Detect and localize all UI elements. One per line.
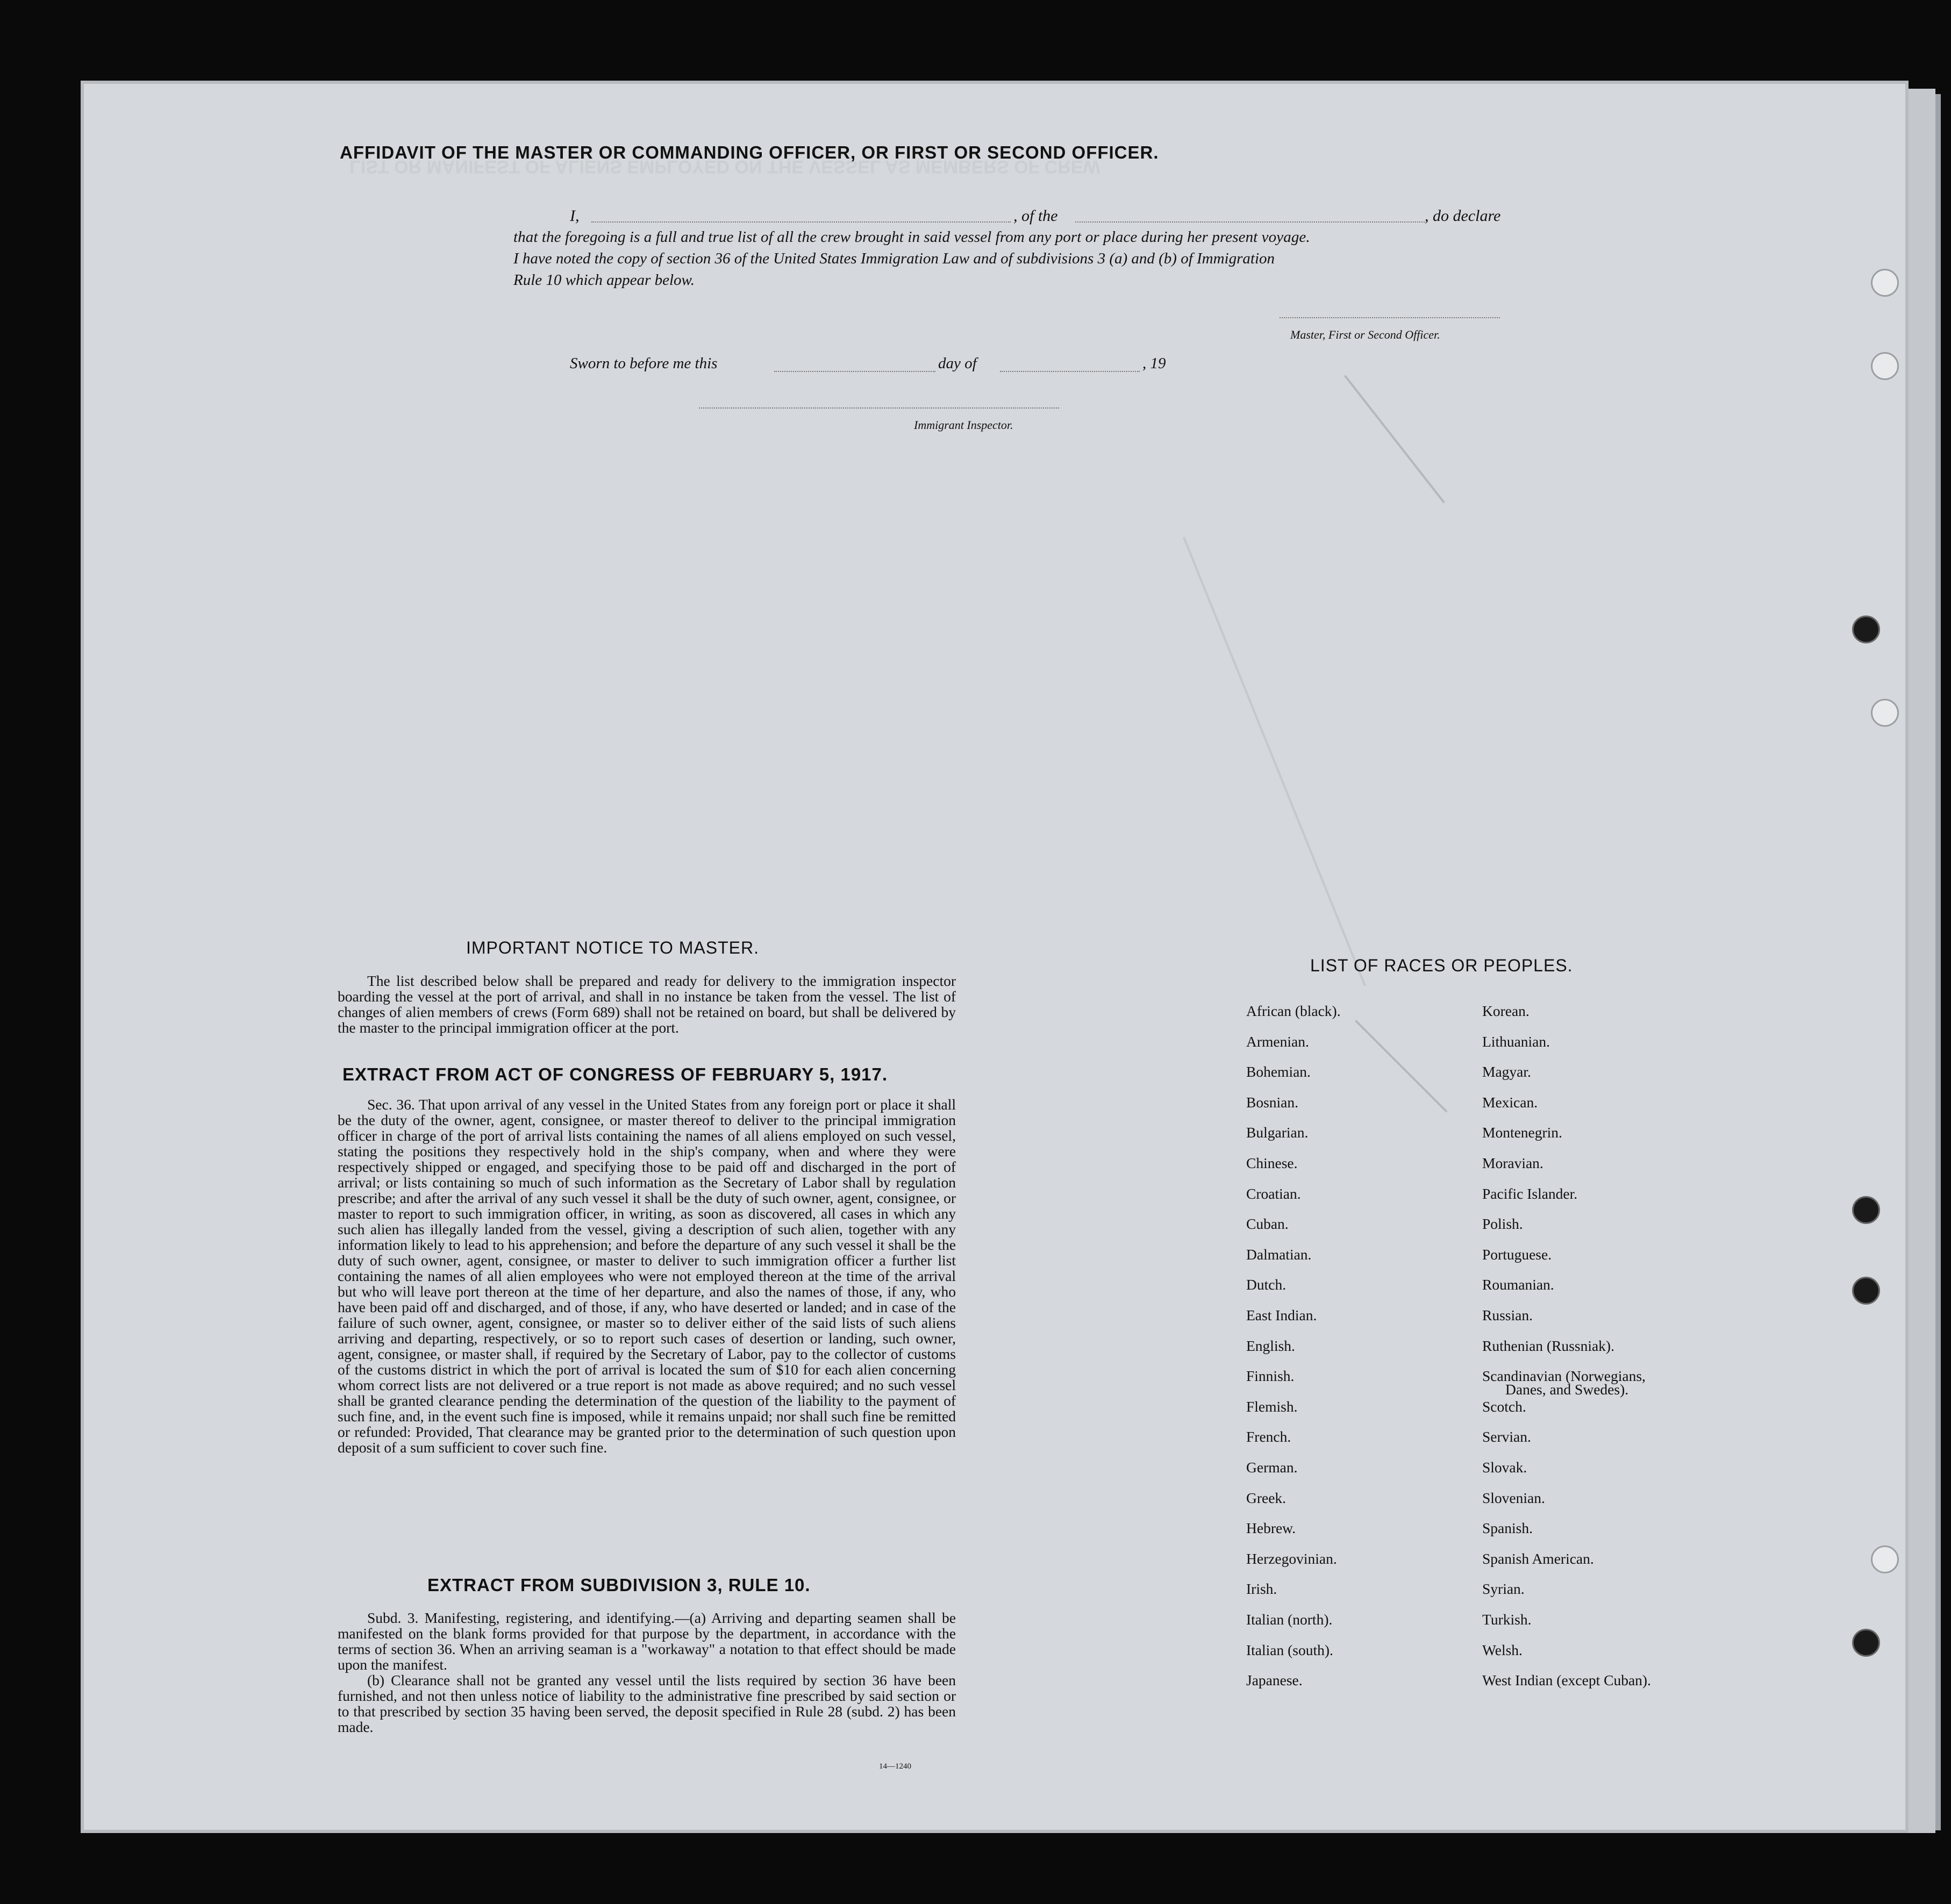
act-paragraph — [338, 1097, 956, 1455]
binder-hole — [1852, 1196, 1880, 1224]
race-item: Flemish. — [1246, 1398, 1298, 1415]
race-item: Moravian. — [1482, 1155, 1543, 1171]
race-item: Spanish. — [1482, 1520, 1533, 1537]
race-item: Armenian. — [1246, 1033, 1309, 1050]
race-item: Mexican. — [1482, 1093, 1538, 1111]
race-item: Magyar. — [1482, 1063, 1531, 1080]
name-blank — [591, 221, 1011, 223]
rule-paragraph — [338, 1610, 956, 1735]
race-item: Ruthenian (Russniak). — [1482, 1337, 1614, 1354]
race-item: Japanese. — [1246, 1672, 1303, 1689]
affidavit-of-the: , of the — [1013, 207, 1058, 225]
race-item: Turkish. — [1482, 1611, 1532, 1628]
act-heading: EXTRACT FROM ACT OF CONGRESS OF FEBRUARY 5, 1917. — [342, 1064, 888, 1084]
race-item: West Indian (except Cuban). — [1482, 1672, 1651, 1689]
vessel-blank — [1075, 221, 1425, 223]
notice-heading: IMPORTANT NOTICE TO MASTER. — [466, 938, 759, 957]
race-item: East Indian. — [1246, 1307, 1317, 1323]
race-item: Cuban. — [1246, 1215, 1289, 1233]
binder-hole — [1852, 1629, 1880, 1657]
race-item: English. — [1246, 1337, 1295, 1354]
race-item: Bohemian. — [1246, 1063, 1311, 1080]
race-item: Servian. — [1482, 1428, 1531, 1445]
race-item: Syrian. — [1482, 1580, 1525, 1598]
race-item: Chinese. — [1246, 1155, 1298, 1171]
affidavit-line4: Rule 10 which appear below. — [513, 271, 695, 289]
race-item: Scotch. — [1482, 1398, 1526, 1415]
race-item: Russian. — [1482, 1307, 1533, 1323]
binder-hole — [1871, 1545, 1899, 1573]
race-item: Scandinavian (Norwegians, — [1482, 1368, 1646, 1385]
bleed-through-heading: LIST OR MANIFEST OF ALIENS EMPLOYED ON THE VESSEL AS MEMBERS OF CREW — [349, 156, 1100, 177]
race-item: Korean. — [1482, 1003, 1530, 1019]
act-text: Sec. 36. That upon arrival of any vessel in the United States from any foreign port or place it shall be the duty of the owner, agent, consignee, or master thereof to deliver to the principal immigration officer in charge of the port of arrival lists containing the names of all aliens employed on such vessel, stating the positions they respectively hold in the ship's company, when and where they were respectively shipped or engaged, and specifying those to be paid off and discharged in the port of arrival; or lists containing so much of such information as the Secretary of Labor shall by regulation prescribe; and after the arrival of any such vessel it shall be the duty of such owner, agent, consignee, or master to report to such immigration officer, in writing, as soon as discovered, all cases in which any such alien has illegally landed from the vessel, giving a description of such alien, together with any information likely to lead to his apprehension; and before the departure of any such vessel it shall be the duty of such owner, agent, consignee, or master to deliver to such immigration officer a further list containing the names of all alien employees who were not employed thereon at the time of the arrival but who will leave port thereon at the time of her departure, and also the names of those, if any, who have been paid off and discharged, and of those, if any, who have deserted or landed; and in case of the failure of such owner, agent, consignee, or master so to deliver either of the said lists of such aliens arriving and departing, respectively, or so to report such cases of desertion or landing, such owner, agent, consignee, or master shall, if required by the Secretary of Labor, pay to the collector of customs of the customs district in which the port of arrival is located the sum of $10 for each alien concerning whom correct lists are not delivered or a true report is not made as above required; and no such vessel shall be granted clearance pending the determination of the question of the liability to the payment of such fine, and, in the event such fine is imposed, while it remains unpaid; nor shall such fine be remitted or refunded: Provided, That clearance may be granted prior to the determination of such question upon deposit of a sum sufficient to cover such fine. — [338, 1096, 956, 1456]
binder-hole — [1852, 1277, 1880, 1305]
affidavit-i: I, — [570, 207, 580, 225]
race-item: Herzegovinian. — [1246, 1550, 1337, 1567]
inspector-label: Immigrant Inspector. — [914, 418, 1013, 432]
affidavit-declare: , do declare — [1425, 207, 1501, 225]
race-item: African (black). — [1246, 1003, 1341, 1019]
binder-hole — [1871, 352, 1899, 380]
day-of-text: day of — [938, 355, 977, 372]
race-item: Finnish. — [1246, 1368, 1295, 1385]
affidavit-heading: AFFIDAVIT OF THE MASTER OR COMMANDING OFFICER, OR FIRST OR SECOND OFFICER. — [340, 142, 1159, 162]
affidavit-line2: that the foregoing is a full and true list of all the crew brought in said vessel from any port or place during her present voyage. — [513, 228, 1310, 246]
form-number: 14—1240 — [879, 1762, 911, 1771]
race-item: Roumanian. — [1482, 1276, 1554, 1293]
races-heading: LIST OF RACES OR PEOPLES. — [1310, 956, 1573, 975]
race-item: Hebrew. — [1246, 1520, 1296, 1537]
binder-hole — [1871, 699, 1899, 727]
binder-hole — [1871, 269, 1899, 297]
race-item: Dutch. — [1246, 1276, 1287, 1293]
race-item: Portuguese. — [1482, 1246, 1552, 1263]
race-item: Lithuanian. — [1482, 1033, 1550, 1050]
race-item: Welsh. — [1482, 1641, 1523, 1658]
signature-label: Master, First or Second Officer. — [1290, 328, 1440, 341]
sworn-text: Sworn to before me this — [570, 355, 718, 372]
race-item: Croatian. — [1246, 1185, 1301, 1202]
race-item: Irish. — [1246, 1580, 1277, 1598]
race-item: Italian (north). — [1246, 1611, 1333, 1628]
notice-paragraph — [338, 973, 956, 1035]
race-item: Montenegrin. — [1482, 1124, 1562, 1141]
race-item: Greek. — [1246, 1489, 1287, 1506]
race-item: Italian (south). — [1246, 1641, 1333, 1658]
year-text: , 19 — [1142, 355, 1166, 372]
rule-heading: EXTRACT FROM SUBDIVISION 3, RULE 10. — [427, 1575, 811, 1595]
signature-blank — [1280, 317, 1500, 318]
notice-text: The list described below shall be prepared and ready for delivery to the immigration inspector boarding the vessel at the port of arrival, and shall in no instance be taken from the vessel. The list of changes of alien members of crews (Form 689) shall not be retained on board, but shall be delivered by the master to the principal immigration officer at the port. — [338, 972, 956, 1036]
affidavit-line3: I have noted the copy of section 36 of the United States Immigration Law and of subdivisions 3 (a) and (b) of Immigration — [513, 250, 1275, 267]
inspector-blank — [699, 407, 1059, 409]
race-item: Polish. — [1482, 1215, 1523, 1233]
race-item: Bulgarian. — [1246, 1124, 1309, 1141]
race-item: Pacific Islander. — [1482, 1185, 1578, 1202]
race-item: French. — [1246, 1428, 1291, 1445]
rule-subd-b: (b) Clearance shall not be granted any vessel until the lists required by section 36 have been furnished, and not then unless notice of liability to the administrative fine prescribed by said section or to that prescribed by section 35 having been served, the deposit specified in Rule 28 (subd. 2) has been made. — [338, 1672, 956, 1735]
race-item: Bosnian. — [1246, 1093, 1299, 1111]
race-item: Slovak. — [1482, 1459, 1527, 1476]
race-item: German. — [1246, 1459, 1298, 1476]
binder-hole — [1852, 615, 1880, 643]
race-item: Spanish American. — [1482, 1550, 1594, 1567]
race-item: Slovenian. — [1482, 1489, 1545, 1506]
document-sheet — [81, 81, 1909, 1833]
rule-subd-a: Subd. 3. Manifesting, registering, and identifying.—(a) Arriving and departing seamen shall be manifested on the blank forms provided for that purpose by the department, in accordance with the terms of section 36. When an arriving seaman is a "workaway" a notation to that effect should be made upon the manifest. — [338, 1609, 956, 1673]
race-item: Danes, and Swedes). — [1505, 1381, 1629, 1398]
day-blank — [774, 371, 935, 372]
month-blank — [1000, 371, 1140, 372]
race-item: Dalmatian. — [1246, 1246, 1312, 1263]
